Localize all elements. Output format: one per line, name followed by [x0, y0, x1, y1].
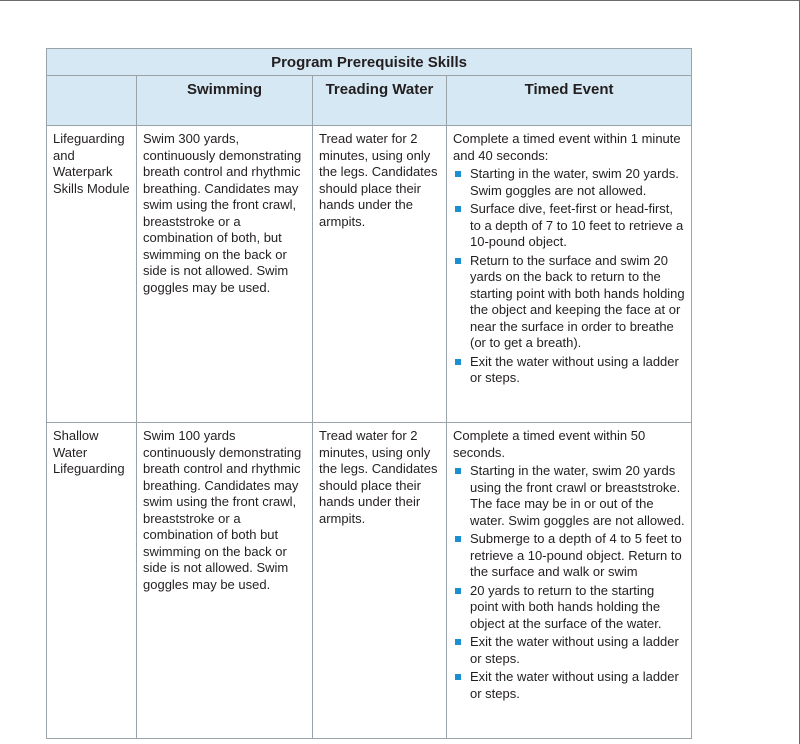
- table-title: Program Prerequisite Skills: [47, 49, 692, 76]
- page-border-top: [0, 0, 800, 1]
- header-timed-event: Timed Event: [447, 76, 692, 126]
- swimming-requirement: Swim 100 yards continuously demonstrating breath control and rhythmic breathing. Candidates may swim using the front crawl, breaststroke or a combination of both but swimming on the back or side is not allowed. Swim goggles may be used.: [137, 423, 313, 739]
- timed-event-step: Starting in the water, swim 20 yards. Swim goggles are not allowed.: [453, 166, 685, 199]
- timed-event-step: 20 yards to return to the starting point with both hands holding the object at the surface of the water.: [453, 583, 685, 633]
- timed-event-intro: Complete a timed event within 50 seconds.: [453, 428, 646, 460]
- timed-event-step: Exit the water without using a ladder or steps.: [453, 354, 685, 387]
- swimming-requirement: Swim 300 yards, continuously demonstrating breath control and rhythmic breathing. Candidates may swim using the front crawl, breaststroke or a combination of both, but swimming on the back or side is not allowed. Swim goggles may be used.: [137, 126, 313, 423]
- treading-requirement: Tread water for 2 minutes, using only the legs. Candidates should place their hands under the armpits.: [313, 126, 447, 423]
- timed-event-step: Surface dive, feet-first or head-first, to a depth of 7 to 10 feet to retrieve a 10-pound object.: [453, 201, 685, 251]
- timed-event-intro: Complete a timed event within 1 minute and 40 seconds:: [453, 131, 681, 163]
- timed-event-step: Return to the surface and swim 20 yards on the back to return to the starting point with both hands holding the object and keeping the face at or near the surface in order to breathe (or to get a breath).: [453, 253, 685, 352]
- timed-event-step: Exit the water without using a ladder or steps.: [453, 634, 685, 667]
- table-row: [47, 423, 692, 739]
- timed-event-cell: [447, 126, 692, 423]
- timed-event-step: Starting in the water, swim 20 yards using the front crawl or breaststroke. The face may be in or out of the water. Swim goggles are not allowed.: [453, 463, 685, 529]
- timed-event-steps: [453, 166, 685, 387]
- table-row: [47, 126, 692, 423]
- header-swimming: Swimming: [137, 76, 313, 126]
- header-treading-water: Treading Water: [313, 76, 447, 126]
- treading-requirement: Tread water for 2 minutes, using only the legs. Candidates should place their hands under their armpits.: [313, 423, 447, 739]
- timed-event-steps: [453, 463, 685, 702]
- timed-event-step: Exit the water without using a ladder or steps.: [453, 669, 685, 702]
- program-name: Lifeguarding and Waterpark Skills Module: [47, 126, 137, 423]
- program-name: Shallow Water Lifeguarding: [47, 423, 137, 739]
- timed-event-cell: [447, 423, 692, 739]
- timed-event-step: Submerge to a depth of 4 to 5 feet to retrieve a 10-pound object. Return to the surface and walk or swim: [453, 531, 685, 581]
- header-program: [47, 76, 137, 126]
- prerequisite-skills-table: [46, 48, 692, 739]
